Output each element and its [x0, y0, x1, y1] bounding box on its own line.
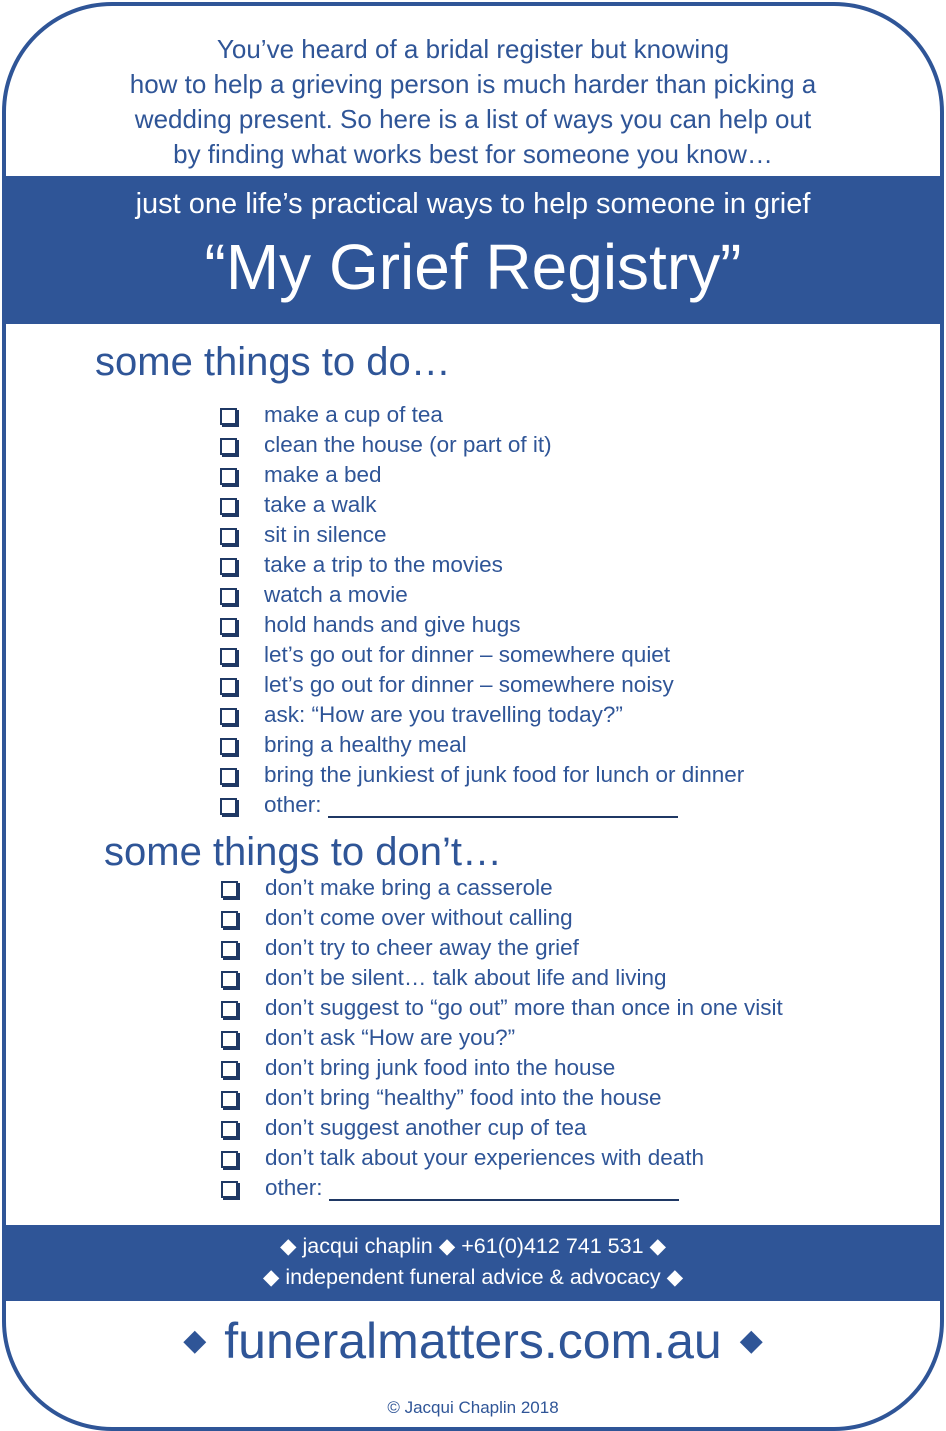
do-item[interactable]: [220, 730, 920, 760]
do-item-label: make a cup of tea: [264, 402, 443, 427]
do-item[interactable]: [220, 490, 920, 520]
checkbox-icon[interactable]: [220, 738, 237, 755]
do-item[interactable]: [220, 640, 920, 670]
do-item-label: bring the junkiest of junk food for lunch or dinner: [264, 762, 745, 787]
dont-item-label: don’t come over without calling: [265, 905, 573, 930]
do-item-label: watch a movie: [264, 582, 408, 607]
dont-item[interactable]: [221, 1143, 921, 1173]
checkbox-icon[interactable]: [220, 708, 237, 725]
checkbox-icon[interactable]: [221, 1181, 238, 1198]
checkbox-icon[interactable]: [221, 1061, 238, 1078]
checkbox-icon[interactable]: [220, 528, 237, 545]
checkbox-icon[interactable]: [221, 1121, 238, 1138]
checkbox-icon[interactable]: [220, 438, 237, 455]
intro-line: wedding present. So here is a list of ways you can help out: [134, 104, 812, 134]
checkbox-icon[interactable]: [221, 971, 238, 988]
do-item-label: sit in silence: [264, 522, 387, 547]
checkbox-icon[interactable]: [220, 618, 237, 635]
checkbox-icon[interactable]: [220, 648, 237, 665]
banner-subtitle: just one life’s practical ways to help someone in grief: [135, 188, 811, 220]
dont-item[interactable]: [221, 903, 921, 933]
checkbox-icon[interactable]: [221, 1091, 238, 1108]
do-other-blank-field[interactable]: [328, 815, 678, 818]
dont-item[interactable]: [221, 1083, 921, 1113]
dont-checklist: [221, 873, 921, 1203]
checkbox-icon[interactable]: [221, 1001, 238, 1018]
dont-item[interactable]: [221, 1053, 921, 1083]
dont-item-label: don’t make bring a casserole: [265, 875, 553, 900]
checkbox-icon[interactable]: [221, 911, 238, 928]
do-item-label: clean the house (or part of it): [264, 432, 552, 457]
do-other-wrapper: [264, 790, 678, 820]
dont-item-label: don’t suggest to “go out” more than once in one visit: [265, 995, 783, 1020]
do-item-label: hold hands and give hugs: [264, 612, 521, 637]
checkbox-icon[interactable]: [220, 588, 237, 605]
intro-line: how to help a grieving person is much harder than picking a: [129, 69, 817, 99]
dont-item[interactable]: [221, 933, 921, 963]
intro-line: by finding what works best for someone you know…: [173, 139, 773, 169]
registry-card: [2, 2, 944, 1431]
dont-item[interactable]: [221, 873, 921, 903]
do-item[interactable]: [220, 400, 920, 430]
do-item[interactable]: [220, 760, 920, 790]
contact-line: ◆ jacqui chaplin ◆ +61(0)412 741 531 ◆: [279, 1234, 667, 1258]
diamond-bullet-icon: ◆: [183, 1324, 207, 1357]
checkbox-icon[interactable]: [220, 408, 237, 425]
do-item[interactable]: [220, 460, 920, 490]
copyright-notice: © Jacqui Chaplin 2018: [387, 1398, 559, 1417]
dont-item-label: don’t bring junk food into the house: [265, 1055, 616, 1080]
checkbox-icon[interactable]: [220, 768, 237, 785]
dont-item-label: don’t bring “healthy” food into the house: [265, 1085, 662, 1110]
checkbox-icon[interactable]: [221, 881, 238, 898]
do-item-label: bring a healthy meal: [264, 732, 467, 757]
checkbox-icon[interactable]: [220, 558, 237, 575]
do-item[interactable]: [220, 550, 920, 580]
website-line: [6, 1312, 940, 1370]
diamond-bullet-icon: ◆: [739, 1324, 763, 1357]
do-item[interactable]: [220, 520, 920, 550]
do-item-label: take a trip to the movies: [264, 552, 503, 577]
intro-line: You’ve heard of a bridal register but knowing: [216, 34, 730, 64]
dont-item[interactable]: [221, 1023, 921, 1053]
do-item[interactable]: [220, 610, 920, 640]
dont-item[interactable]: [221, 1113, 921, 1143]
do-other-label: other:: [264, 792, 322, 817]
checkbox-icon[interactable]: [221, 1031, 238, 1048]
dont-item-label: don’t talk about your experiences with death: [265, 1145, 705, 1170]
dont-other-blank-field[interactable]: [329, 1198, 679, 1201]
do-item-label: let’s go out for dinner – somewhere noisy: [264, 672, 674, 697]
do-item[interactable]: [220, 670, 920, 700]
do-item[interactable]: [220, 430, 920, 460]
dont-item-label: don’t suggest another cup of tea: [265, 1115, 587, 1140]
header-banner: [6, 176, 940, 324]
do-section-heading: some things to do…: [95, 340, 451, 384]
website-link[interactable]: funeralmatters.com.au: [224, 1313, 722, 1369]
dont-item-label: don’t be silent… talk about life and living: [265, 965, 667, 990]
dont-item[interactable]: [221, 993, 921, 1023]
dont-item-label: don’t ask “How are you?”: [265, 1025, 516, 1050]
checkbox-icon[interactable]: [220, 498, 237, 515]
dont-item[interactable]: [221, 963, 921, 993]
footer-banner: [6, 1225, 940, 1301]
page-title: “My Grief Registry”: [204, 231, 742, 303]
checkbox-icon[interactable]: [220, 798, 237, 815]
checkbox-icon[interactable]: [220, 678, 237, 695]
checkbox-icon[interactable]: [221, 941, 238, 958]
intro-paragraph: [6, 32, 940, 172]
do-other-item[interactable]: [220, 790, 920, 820]
do-item-label: ask: “How are you travelling today?”: [264, 702, 623, 727]
tagline: ◆ independent funeral advice & advocacy ◆: [262, 1265, 684, 1289]
do-item[interactable]: [220, 700, 920, 730]
do-item[interactable]: [220, 580, 920, 610]
dont-other-item[interactable]: [221, 1173, 921, 1203]
dont-other-label: other:: [265, 1175, 323, 1200]
dont-section-heading: some things to don’t…: [104, 830, 502, 874]
do-item-label: let’s go out for dinner – somewhere quiet: [264, 642, 671, 667]
checkbox-icon[interactable]: [221, 1151, 238, 1168]
checkbox-icon[interactable]: [220, 468, 237, 485]
do-item-label: make a bed: [264, 462, 382, 487]
dont-item-label: don’t try to cheer away the grief: [265, 935, 579, 960]
do-checklist: [220, 400, 920, 820]
dont-other-wrapper: [265, 1173, 679, 1203]
do-item-label: take a walk: [264, 492, 377, 517]
